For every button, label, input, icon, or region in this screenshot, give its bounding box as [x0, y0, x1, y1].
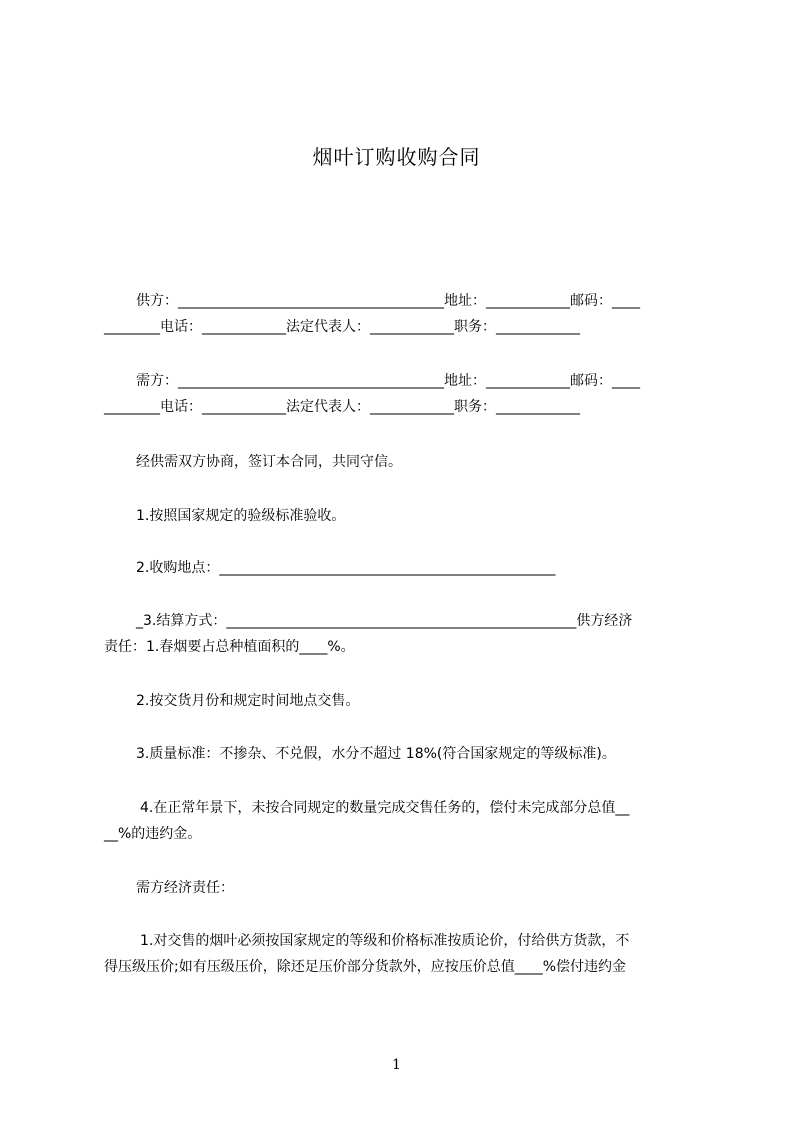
supplier-info-line-2: ________电话：____________法定代表人：____________职务：____________ [104, 319, 580, 335]
clause-3-line-2: 责任：1.春烟要占总种植面积的____%。 [104, 639, 355, 655]
buyer-info-line-1: 需方：______________________________________地址：____________邮码：____ [136, 373, 640, 389]
buyer-responsibility-heading: 需方经济责任： [136, 880, 234, 896]
supplier-clause-4-line-2: __%的违约金。 [104, 826, 202, 842]
supplier-clause-4-line-1: 4.在正常年景下，未按合同规定的数量完成交售任务的，偿付未完成部分总值__ [140, 800, 630, 816]
document-title: 烟叶订购收购合同 [312, 145, 481, 169]
clause-1: 1.按照国家规定的验级标准验收。 [136, 508, 346, 524]
intro-paragraph: 经供需双方协商，签订本合同，共同守信。 [136, 454, 402, 470]
clause-3-line-1: _3.结算方式：__________________________________________________供方经济 [136, 613, 633, 629]
buyer-clause-1-line-1: 1.对交售的烟叶必须按国家规定的等级和价格标准按质论价，付给供方货款，不 [140, 933, 630, 949]
supplier-clause-3: 3.质量标准：不掺杂、不兑假，水分不超过 18%(符合国家规定的等级标准)。 [136, 746, 616, 762]
page-number: 1 [392, 1057, 401, 1073]
buyer-clause-1-line-2: 得压级压价;如有压级压价，除还足压价部分货款外，应按压价总值____%偿付违约金 [104, 959, 627, 975]
clause-2: 2.收购地点：________________________________________________ [136, 560, 556, 576]
buyer-info-line-2: ________电话：____________法定代表人：____________职务：____________ [104, 399, 580, 415]
supplier-clause-2: 2.按交货月份和规定时间地点交售。 [136, 693, 360, 709]
supplier-info-line-1: 供方：______________________________________地址：____________邮码：____ [136, 293, 640, 309]
